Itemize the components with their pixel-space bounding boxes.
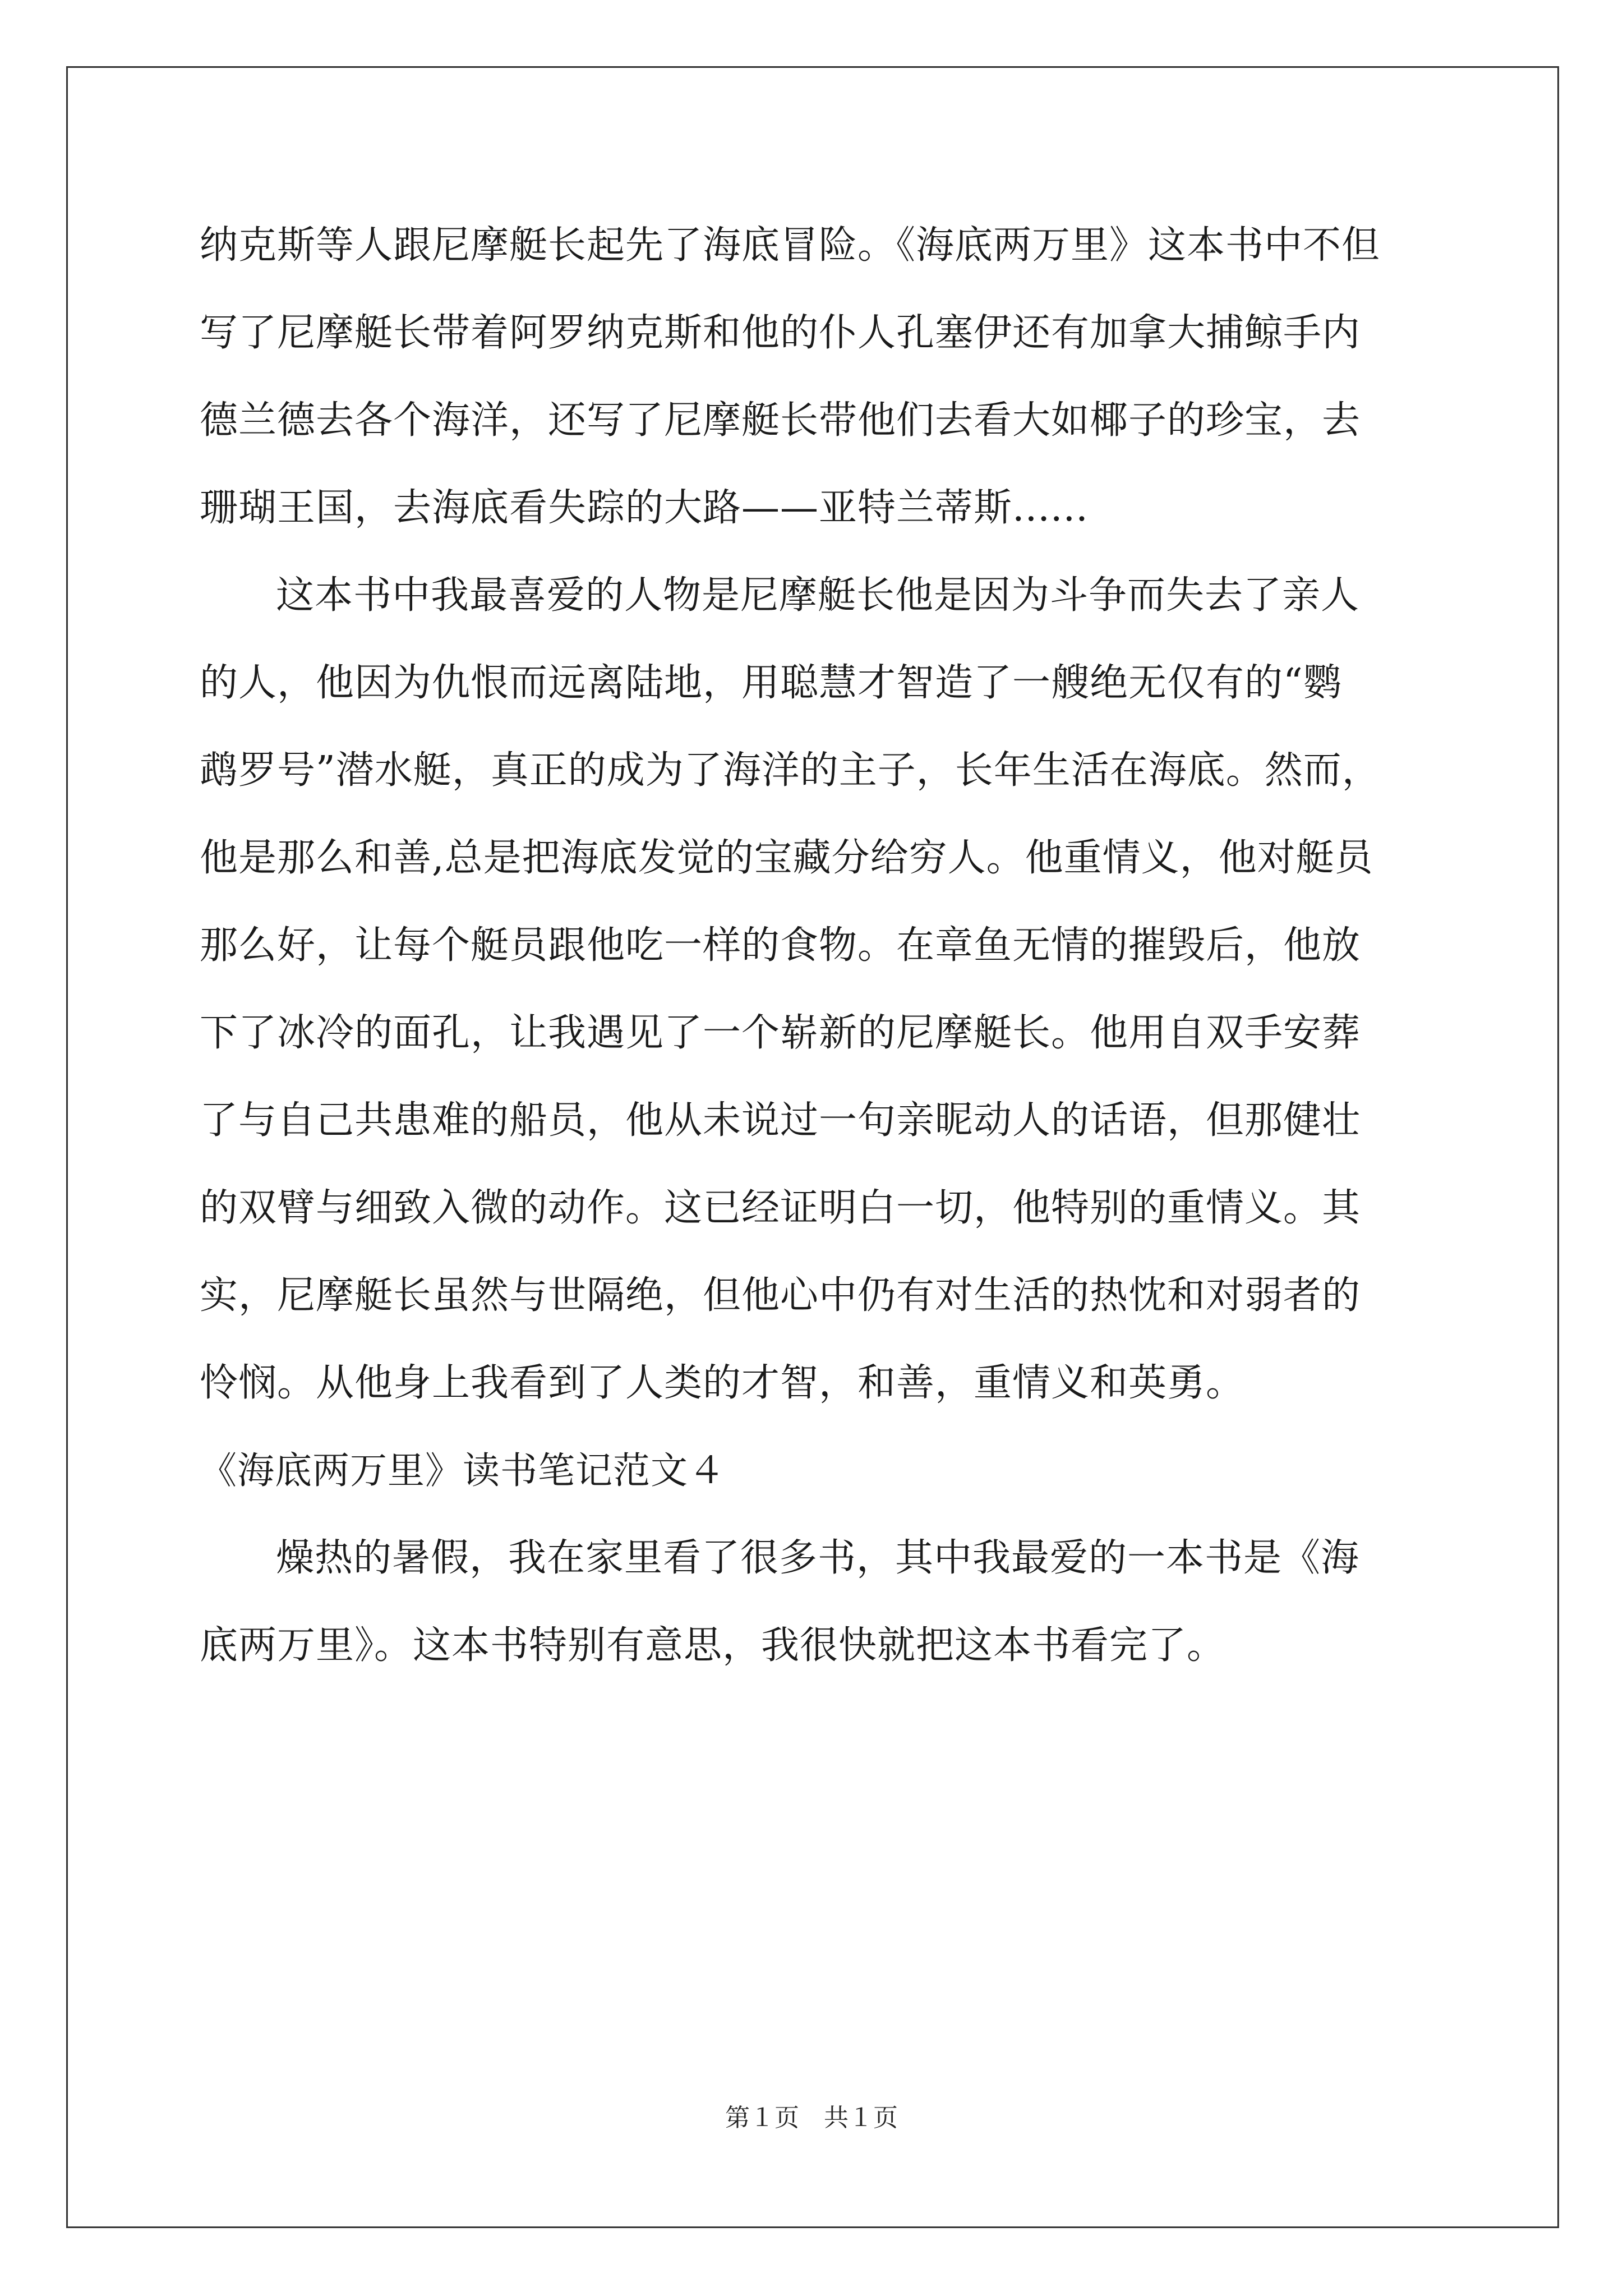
text-line: 怜悯。从他身上我看到了人类的才智，和善，重情义和英勇。: [200, 1361, 1245, 1405]
text-line: 那么好，让每个艇员跟他吃一样的食物。在章鱼无情的摧毁后，他放: [200, 923, 1361, 968]
text-line: 下了冰冷的面孔，让我遇见了一个崭新的尼摩艇长。他用自双手安葬: [200, 1011, 1361, 1055]
paragraph: [200, 202, 1456, 552]
document-body: [200, 202, 1456, 1690]
text-line: 鹉罗号”潜水艇，真正的成为了海洋的主子，长年生活在海底。然而，: [200, 748, 1381, 793]
text-line: 的双臂与细致入微的动作。这已经证明白一切，他特别的重情义。其: [200, 1186, 1361, 1230]
text-line: 这本书中我最喜爱的人物是尼摩艇长他是因为斗争而失去了亲人: [276, 573, 1360, 618]
text-line: 他是那么和善,总是把海底发觉的宝藏分给穷人。他重情义，他对艇员: [200, 836, 1373, 880]
text-line: 写了尼摩艇长带着阿罗纳克斯和他的仆人孔塞伊还有加拿大捕鲸手内: [200, 311, 1361, 355]
text-line: 纳克斯等人跟尼摩艇长起先了海底冒险。《海底两万里》这本书中不但: [200, 223, 1381, 268]
text-line: 实，尼摩艇长虽然与世隔绝，但他心中仍有对生活的热忱和对弱者的: [200, 1273, 1361, 1318]
text-line: 了与自己共患难的船员，他从未说过一句亲昵动人的话语，但那健壮: [200, 1098, 1361, 1143]
text-line: 的人，他因为仇恨而远离陆地，用聪慧才智造了一艘绝无仅有的“鹦: [200, 661, 1342, 705]
text-line: 底两万里》。这本书特别有意思，我很快就把这本书看完了。: [200, 1623, 1226, 1668]
text-line: 燥热的暑假，我在家里看了很多书，其中我最爱的一本书是《海: [276, 1536, 1360, 1580]
paragraph: [200, 552, 1456, 1427]
paragraph: [200, 1515, 1456, 1690]
section-heading: 《海底两万里》读书笔记范文４: [200, 1449, 726, 1492]
page-footer: 第１页 共１页: [725, 2104, 898, 2132]
text-line: 德兰德去各个海洋，还写了尼摩艇长带他们去看大如椰子的珍宝，去: [200, 398, 1361, 443]
text-line: 珊瑚王国，去海底看失踪的大路——亚特兰蒂斯......: [200, 486, 1089, 530]
